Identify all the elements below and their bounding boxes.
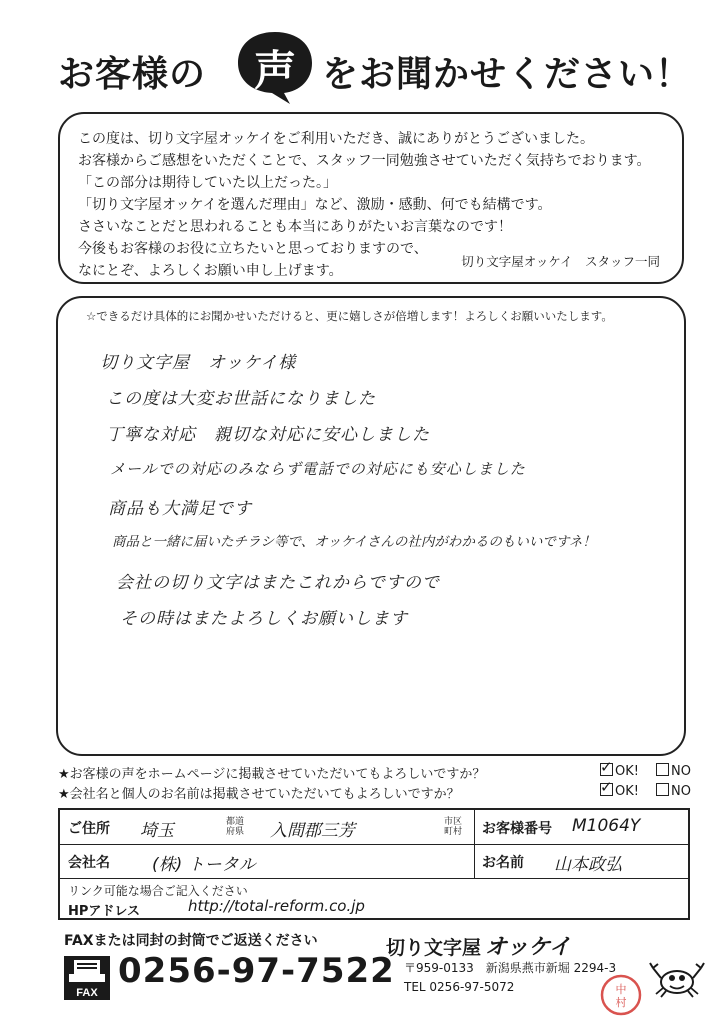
handwritten-line: メールでの対応のみならず電話での対応にも安心しました	[110, 460, 526, 478]
customer-number-label: お客様番号	[482, 821, 552, 837]
company-name	[386, 930, 571, 961]
handwritten-line: 丁寧な対応 親切な対応に安心しました	[106, 425, 430, 445]
company-name-label: 会社名	[68, 855, 110, 871]
company-prefix: 切り文字屋	[386, 937, 482, 959]
checkbox-ok-website[interactable]	[600, 758, 613, 776]
permission-question-name: ★会社名と個人のお名前は掲載させていただいてもよろしいですか？	[58, 787, 460, 802]
checkbox-no-name[interactable]	[656, 783, 669, 796]
customer-number-field[interactable]: M1064Y	[572, 816, 641, 836]
page-title	[0, 28, 722, 108]
title-text-before: お客様の	[58, 54, 207, 95]
company-telephone: TEL 0256-97-5072	[404, 980, 515, 994]
company-address: 〒959-0133 新潟県燕市新堀 2294-3	[404, 961, 617, 975]
handwritten-line: 商品と一緒に届いたチラシ等で、オッケイさんの社内がわかるのもいいですネ！	[112, 534, 596, 550]
title-bubble-char: 声	[253, 46, 296, 95]
permission-name-no-option[interactable]	[656, 783, 691, 799]
company-name-field[interactable]: (株) トータル	[152, 855, 256, 875]
intro-line: なにとぞ、よろしくお願い申し上げます。	[78, 263, 343, 279]
homepage-label: HPアドレス	[68, 904, 141, 919]
svg-text:村: 村	[615, 996, 627, 1009]
handwritten-line: その時はまたよろしくお願いします	[120, 609, 408, 629]
permission-name-ok-option[interactable]	[600, 778, 639, 799]
address-label: ご住所	[68, 821, 110, 837]
prefecture-suffix: 都道 府県	[226, 817, 245, 837]
handwritten-line: 商品も大満足です	[108, 499, 252, 519]
fax-instruction: FAXまたは同封の封筒でご返送ください	[64, 933, 318, 949]
permission-website-ok-option[interactable]	[600, 758, 639, 779]
prefecture-field[interactable]: 埼玉	[140, 821, 174, 841]
name-seal-stamp	[598, 972, 644, 1018]
fax-machine-icon	[64, 956, 110, 1000]
intro-line: 「切り文字屋オッケイを選んだ理由」など、激励・感動、何でも結構です。	[78, 197, 552, 213]
city-suffix: 市区 町村	[444, 817, 463, 837]
check-mark-icon: ✓	[600, 778, 613, 796]
link-instruction: リンク可能な場合ご記入ください	[68, 884, 248, 898]
fax-number: 0256-97-7522	[118, 951, 395, 991]
checkbox-ok-name[interactable]	[600, 778, 613, 796]
city-field[interactable]: 入間郡三芳	[270, 821, 355, 841]
check-mark-icon: ✓	[600, 758, 613, 776]
no-label: NO	[671, 784, 691, 799]
intro-box	[58, 112, 684, 284]
checkbox-no-website[interactable]	[656, 763, 669, 776]
intro-signature: 切り文字屋オッケイ スタッフ一同	[461, 254, 660, 269]
person-name-field[interactable]: 山本政弘	[554, 855, 622, 875]
homepage-url-field[interactable]: http://total-reform.co.jp	[188, 897, 365, 915]
intro-line: 「この部分は期待していた以上だった。」	[78, 175, 337, 191]
intro-line: お客様からご感想をいただくことで、スタッフ一同勉強させていただく気持ちでおります。	[78, 153, 651, 169]
person-name-label: お名前	[482, 855, 524, 871]
comment-box[interactable]	[56, 296, 686, 756]
crab-mascot-icon	[648, 958, 706, 998]
title-text-after: をお聞かせください！	[322, 54, 693, 95]
company-brand: オッケイ	[485, 935, 571, 960]
handwritten-line: この度は大変お世話になりました	[106, 389, 376, 409]
customer-form	[58, 808, 690, 920]
intro-line: 今後もお客様のお役に立ちたいと思っておりますので、	[78, 241, 428, 257]
permission-website-no-option[interactable]	[656, 763, 691, 779]
permission-question-website: ★お客様の声をホームページに掲載させていただいてもよろしいですか？	[58, 767, 486, 782]
handwritten-line: 会社の切り文字はまたこれからですので	[116, 573, 440, 593]
ok-label: OK!	[615, 784, 639, 799]
no-label: NO	[671, 764, 691, 779]
svg-text:FAX: FAX	[76, 987, 98, 999]
intro-line: ささいなことだと思われることも本当にありがたいお言葉なのです！	[78, 219, 512, 235]
comment-prompt: ☆できるだけ具体的にお聞かせいただけると、更に嬉しさが倍増します！よろしくお願いいたします。	[86, 309, 613, 323]
ok-label: OK!	[615, 764, 639, 779]
handwritten-line: 切り文字屋 オッケイ様	[100, 353, 297, 373]
svg-text:中: 中	[615, 983, 627, 996]
intro-line: この度は、切り文字屋オッケイをご利用いただき、誠にありがとうございました。	[78, 131, 595, 147]
